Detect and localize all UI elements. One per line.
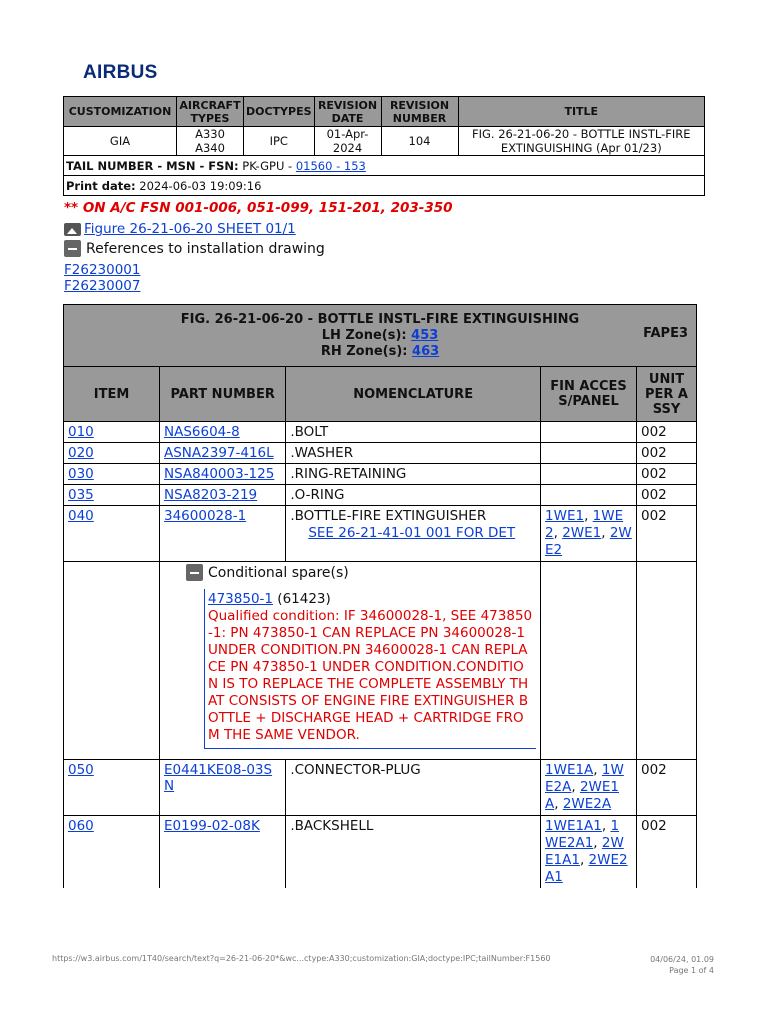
figure-row xyxy=(64,221,296,237)
references-row xyxy=(64,240,325,257)
fin-access-cell: 1WE1A1, 1WE2A1, 2WE1A1, 2WE2A1 xyxy=(541,816,637,889)
item-link[interactable]: 035 xyxy=(68,487,94,503)
print-date-value: 2024-06-03 19:09:16 xyxy=(139,178,262,193)
title-value: FIG. 26-21-06-20 - BOTTLE INSTL-FIRE EXTINGUISHING (Apr 01/23) xyxy=(458,127,704,156)
fin-link[interactable]: 2WE1A1 xyxy=(545,835,624,868)
figure-title: FIG. 26-21-06-20 - BOTTLE INSTL-FIRE EXTINGUISHING xyxy=(180,311,580,327)
nomenclature: .BACKSHELL xyxy=(286,816,541,889)
unit-per-assy: 002 xyxy=(637,485,697,506)
fin-link[interactable]: 1WE1A xyxy=(545,762,594,778)
conditional-spares-label: Conditional spare(s) xyxy=(208,564,349,581)
unit-per-assy: 002 xyxy=(637,443,697,464)
header-title: TITLE xyxy=(458,97,704,127)
rh-zone-line xyxy=(70,344,690,360)
applicability-note: ** ON A/C FSN 001-006, 051-099, 151-201, 203-350 xyxy=(64,200,453,216)
fin-link[interactable]: 1WE2A1 xyxy=(545,818,620,851)
tail-number-label: TAIL NUMBER - MSN - FSN: xyxy=(66,158,239,173)
conditional-part-link[interactable]: 473850-1 xyxy=(208,591,273,607)
nomenclature: .O-RING xyxy=(286,485,541,506)
conditional-part-code: (61423) xyxy=(277,591,331,607)
fin-link[interactable]: 2WE2A1 xyxy=(545,852,628,885)
nomenclature: .WASHER xyxy=(286,443,541,464)
fin-access-cell xyxy=(541,464,637,485)
nomenclature: .CONNECTOR-PLUG xyxy=(286,760,541,816)
lh-zone-label: LH Zone(s): xyxy=(321,327,407,343)
item-link[interactable]: 020 xyxy=(68,445,94,461)
see-detail-link[interactable]: SEE 26-21-41-01 001 FOR DET xyxy=(308,525,516,541)
customization-value: GIA xyxy=(64,127,177,156)
header-doctypes: DOCTYPES xyxy=(244,97,315,127)
tail-number-link[interactable]: 01560 - 153 xyxy=(295,158,366,173)
fin-access-cell xyxy=(541,443,637,464)
footer-url: https://w3.airbus.com/1T40/search/text?q=26-21-06-20*&wc...ctype:A330;customization:GIA;doctype:IPC;tailNumber:F1560 xyxy=(52,954,551,963)
fin-access-cell xyxy=(541,422,637,443)
column-item: ITEM xyxy=(64,367,160,422)
table-row xyxy=(64,506,697,562)
document-metadata-table xyxy=(63,96,705,196)
conditional-spare-entry xyxy=(204,589,536,749)
nomenclature: .BOTTLE-FIRE EXTINGUISHER xyxy=(290,508,487,524)
unit-per-assy: 002 xyxy=(637,464,697,485)
parts-table-title xyxy=(70,312,690,360)
conditional-spares-row xyxy=(64,562,697,760)
table-row xyxy=(64,816,697,889)
item-link[interactable]: 040 xyxy=(68,508,94,524)
unit-per-assy: 002 xyxy=(637,760,697,816)
rh-zone-link[interactable]: 463 xyxy=(412,343,440,359)
fin-link[interactable]: 2WE1 xyxy=(562,525,602,541)
header-aircraft-types: AIRCRAFT TYPES xyxy=(177,97,244,127)
fin-link[interactable]: 1WE1 xyxy=(545,508,585,524)
nomenclature-cell xyxy=(286,506,541,562)
fin-link[interactable]: 2WE2 xyxy=(545,525,632,558)
footer-page-info xyxy=(650,954,714,976)
header-customization: CUSTOMIZATION xyxy=(64,97,177,127)
figure-link[interactable]: Figure 26-21-06-20 SHEET 01/1 xyxy=(84,221,296,237)
fape-code: FAPE3 xyxy=(643,326,688,341)
collapse-icon[interactable] xyxy=(186,564,203,581)
part-number-link[interactable]: NSA8203-219 xyxy=(164,487,258,503)
lh-zone-line xyxy=(70,328,690,344)
fin-access-cell xyxy=(541,485,637,506)
fin-access-cell: 1WE1, 1WE2, 2WE1, 2WE2 xyxy=(541,506,637,562)
nomenclature: .RING-RETAINING xyxy=(286,464,541,485)
table-row xyxy=(64,464,697,485)
parts-table-title-cell xyxy=(64,305,697,367)
revision-number-value: 104 xyxy=(381,127,458,156)
references-label: References to installation drawing xyxy=(86,240,325,257)
parts-list-table xyxy=(63,304,697,888)
column-part-number: PART NUMBER xyxy=(160,367,286,422)
fin-access-cell: 1WE1A, 1WE2A, 2WE1A, 2WE2A xyxy=(541,760,637,816)
drawing-link-1[interactable]: F26230001 xyxy=(64,262,141,278)
table-row xyxy=(64,422,697,443)
table-row xyxy=(64,760,697,816)
revision-date-value: 01-Apr-2024 xyxy=(314,127,381,156)
fin-link[interactable]: 1WE2A xyxy=(545,762,624,795)
part-number-link[interactable]: NAS6604-8 xyxy=(164,424,240,440)
item-link[interactable]: 010 xyxy=(68,424,94,440)
fin-link[interactable]: 2WE2A xyxy=(562,796,612,812)
unit-per-assy: 002 xyxy=(637,506,697,562)
header-revision-number: REVISION NUMBER xyxy=(381,97,458,127)
qualified-condition-text: Qualified condition: IF 34600028-1, SEE 473850-1: PN 473850-1 CAN REPLACE PN 34600028-1 UNDER CONDITION.PN 34600028-1 CAN REPLACE PN 473850-1 UNDER CONDITION.CONDITION IS TO REPLACE THE COMPLETE ASSEMBLY THAT CONSISTS OF ENGINE FIRE EXTINGUISHER BOTTLE + DISCHARGE HEAD + CARTRIDGE FROM THE SAME VENDOR. xyxy=(208,608,533,743)
airbus-logo: AIRBUS xyxy=(83,62,158,83)
lh-zone-link[interactable]: 453 xyxy=(411,327,439,343)
part-number-link[interactable]: E0199-02-08K xyxy=(164,818,260,834)
nomenclature: .BOLT xyxy=(286,422,541,443)
fin-link[interactable]: 1WE1A1 xyxy=(545,818,602,834)
column-nomenclature: NOMENCLATURE xyxy=(286,367,541,422)
drawing-link-2[interactable]: F26230007 xyxy=(64,278,141,294)
part-number-link[interactable]: E0441KE08-03SN xyxy=(164,762,273,794)
tail-number-value: PK-GPU - xyxy=(242,158,293,173)
image-icon xyxy=(64,223,81,236)
print-date-label: Print date: xyxy=(66,178,136,193)
conditional-spares-cell xyxy=(160,562,541,760)
header-revision-date: REVISION DATE xyxy=(314,97,381,127)
item-link[interactable]: 050 xyxy=(68,762,94,778)
item-link[interactable]: 060 xyxy=(68,818,94,834)
table-row xyxy=(64,485,697,506)
aircraft-types-value: A330 A340 xyxy=(177,127,244,156)
tail-number-row xyxy=(64,156,705,176)
fin-link[interactable]: 2WE1A xyxy=(545,779,620,812)
footer-datetime: 04/06/24, 01.09 xyxy=(650,955,714,964)
item-link[interactable]: 030 xyxy=(68,466,94,482)
table-row xyxy=(64,443,697,464)
doctypes-value: IPC xyxy=(244,127,315,156)
unit-per-assy: 002 xyxy=(637,816,697,889)
conditional-spares-header xyxy=(186,564,536,581)
print-date-row xyxy=(64,176,705,196)
fin-link[interactable]: 1WE2 xyxy=(545,508,624,541)
rh-zone-label: RH Zone(s): xyxy=(320,343,408,359)
unit-per-assy: 002 xyxy=(637,422,697,443)
part-number-link[interactable]: ASNA2397-416L xyxy=(164,445,274,461)
column-fin-access-panel: FIN ACCES S/PANEL xyxy=(541,367,637,422)
collapse-icon[interactable] xyxy=(64,240,81,257)
column-unit-per-assy: UNIT PER A SSY xyxy=(637,367,697,422)
footer-page-number: Page 1 of 4 xyxy=(669,966,714,975)
part-number-link[interactable]: NSA840003-125 xyxy=(164,466,275,482)
part-number-link[interactable]: 34600028-1 xyxy=(164,508,247,524)
